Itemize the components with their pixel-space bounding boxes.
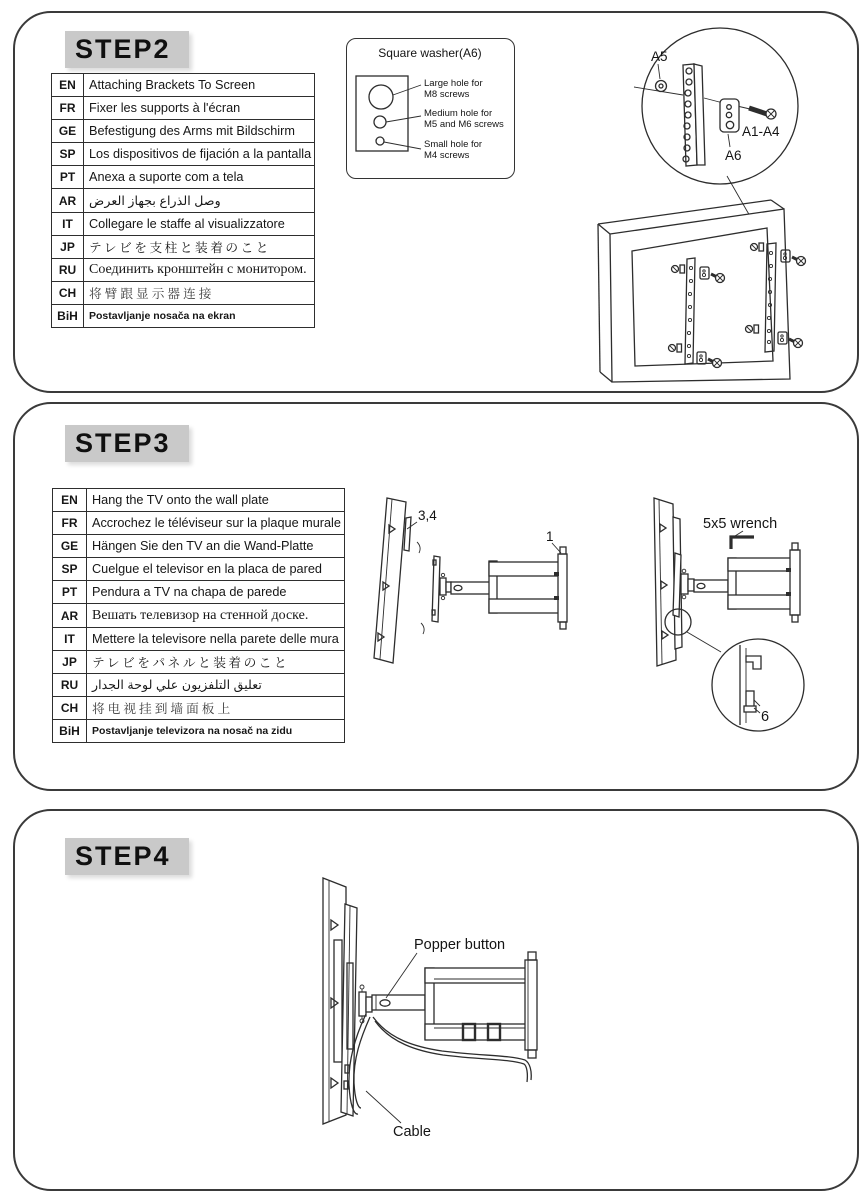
lang-text: Hang the TV onto the wall plate: [87, 489, 345, 512]
step2-language-table: [51, 73, 315, 328]
lock-bolt-detail: [746, 691, 754, 707]
lang-text: 将臂跟显示器连接: [84, 281, 315, 304]
washer-label-medium: Medium hole for: [424, 108, 493, 119]
label-cable: Cable: [393, 1124, 431, 1140]
lang-code: PT: [52, 166, 84, 189]
tv-plate-tilted: [374, 498, 411, 663]
table-row: [53, 512, 345, 535]
label-popper-button: Popper button: [414, 937, 506, 953]
lang-code: RU: [52, 258, 84, 281]
lang-code: AR: [52, 189, 84, 212]
lang-text: Hängen Sie den TV an die Wand-Platte: [87, 535, 345, 558]
table-row: [53, 604, 345, 627]
lang-code: EN: [52, 74, 84, 97]
table-row: [53, 535, 345, 558]
lang-text: Postavljanje nosača na ekran: [84, 304, 315, 327]
zoom-circle: [712, 639, 804, 731]
svg-text:M5 and M6 screws: M5 and M6 screws: [424, 119, 504, 130]
panel-step2: [13, 11, 859, 393]
lang-text: Anexa a suporte com a tela: [84, 166, 315, 189]
svg-text:M8 screws: M8 screws: [424, 89, 470, 100]
panel-step4: [13, 809, 859, 1191]
label-a5: A5: [651, 49, 668, 64]
label-wrench: 5x5 wrench: [703, 516, 778, 532]
lang-code: CH: [53, 696, 87, 719]
step2-diagram: [587, 15, 855, 391]
lang-text: وصل الذراع بجهاز العرض: [84, 189, 315, 212]
lang-text: Pendura a TV na chapa de parede: [87, 581, 345, 604]
lang-code: IT: [53, 627, 87, 650]
lang-code: EN: [53, 489, 87, 512]
panel-step3: [13, 402, 859, 791]
washer-label-small: Small hole for: [424, 139, 483, 150]
step3-lock-diagram: [642, 487, 857, 779]
label-6: 6: [761, 709, 770, 725]
table-row: [53, 673, 345, 696]
lang-code: AR: [53, 604, 87, 627]
table-row: [52, 143, 315, 166]
spacer-a5: [656, 81, 667, 92]
mount-arm-assembly: [432, 547, 567, 629]
table-row: [53, 696, 345, 719]
lang-code: JP: [52, 235, 84, 258]
table-row: [52, 258, 315, 281]
allen-wrench-icon: [731, 537, 754, 549]
square-washer-legend: [346, 38, 515, 179]
lang-text: Mettere la televisore nella parete delle mura: [87, 627, 345, 650]
lang-text: Postavljanje televizora na nosač na zidu: [87, 719, 345, 742]
table-row: [53, 558, 345, 581]
table-row: [52, 235, 315, 258]
lang-text: Cuelgue el televisor en la placa de pared: [87, 558, 345, 581]
washer-label-large: Large hole for: [424, 78, 483, 89]
step3-heading: STEP3: [65, 425, 189, 462]
lang-code: GE: [53, 535, 87, 558]
lang-code: SP: [53, 558, 87, 581]
mount-arm: [372, 995, 425, 1010]
lang-text: テレビを支柱と装着のこと: [84, 235, 315, 258]
lang-code: IT: [52, 212, 84, 235]
lang-text: Collegare le staffe al visualizzatore: [84, 212, 315, 235]
detail-circle: [634, 28, 798, 184]
step4-heading: STEP4: [65, 838, 189, 875]
lang-text: Attaching Brackets To Screen: [84, 74, 315, 97]
lang-code: SP: [52, 143, 84, 166]
label-1: 1: [546, 529, 554, 544]
wall-bracket-frame: [425, 952, 537, 1058]
lang-text: Befestigung des Arms mit Bildschirm: [84, 120, 315, 143]
lang-text: Вешать телевизор на стенной доске.: [87, 604, 345, 627]
table-row: [52, 281, 315, 304]
table-row: [52, 189, 315, 212]
lang-code: RU: [53, 673, 87, 696]
lang-code: GE: [52, 120, 84, 143]
square-washer-icon: [356, 76, 408, 151]
lang-text: Fixer les supports à l'écran: [84, 97, 315, 120]
lang-code: BiH: [52, 304, 84, 327]
table-row: [52, 74, 315, 97]
table-row: [52, 97, 315, 120]
lang-text: Accrochez le téléviseur sur la plaque murale: [87, 512, 345, 535]
table-row: [53, 489, 345, 512]
lang-code: CH: [52, 281, 84, 304]
lang-text: 将电视挂到墙面板上: [87, 696, 345, 719]
washer-box-title: Square washer(A6): [378, 46, 482, 60]
svg-text:M4 screws: M4 screws: [424, 150, 470, 161]
step4-cable-diagram: [287, 867, 619, 1159]
bracket-strip: [683, 64, 705, 166]
lang-code: BiH: [53, 719, 87, 742]
lang-code: FR: [53, 512, 87, 535]
step3-hang-diagram: [372, 482, 644, 694]
lang-text: تعليق التلفزيون علي لوحة الجدار: [87, 673, 345, 696]
table-row: [53, 650, 345, 673]
tv-back: [598, 200, 806, 382]
lang-text: Los dispositivos de fijación a la pantalla: [84, 143, 315, 166]
lang-code: PT: [53, 581, 87, 604]
lang-text: Соединить кронштейн с монитором.: [84, 258, 315, 281]
mount-arm-assembly: [673, 543, 800, 622]
square-washer-a6: [720, 99, 739, 132]
table-row: [52, 120, 315, 143]
table-row: [53, 719, 345, 742]
lang-text: テレビをパネルと装着のこと: [87, 650, 345, 673]
table-row: [52, 166, 315, 189]
table-row: [53, 581, 345, 604]
step3-language-table: [52, 488, 345, 743]
lang-code: FR: [52, 97, 84, 120]
label-a1a4: A1-A4: [742, 124, 780, 139]
table-row: [53, 627, 345, 650]
label-3-4: 3,4: [418, 508, 437, 523]
step2-heading: STEP2: [65, 31, 189, 68]
table-row: [52, 212, 315, 235]
table-row: [52, 304, 315, 327]
label-a6: A6: [725, 148, 742, 163]
lang-code: JP: [53, 650, 87, 673]
